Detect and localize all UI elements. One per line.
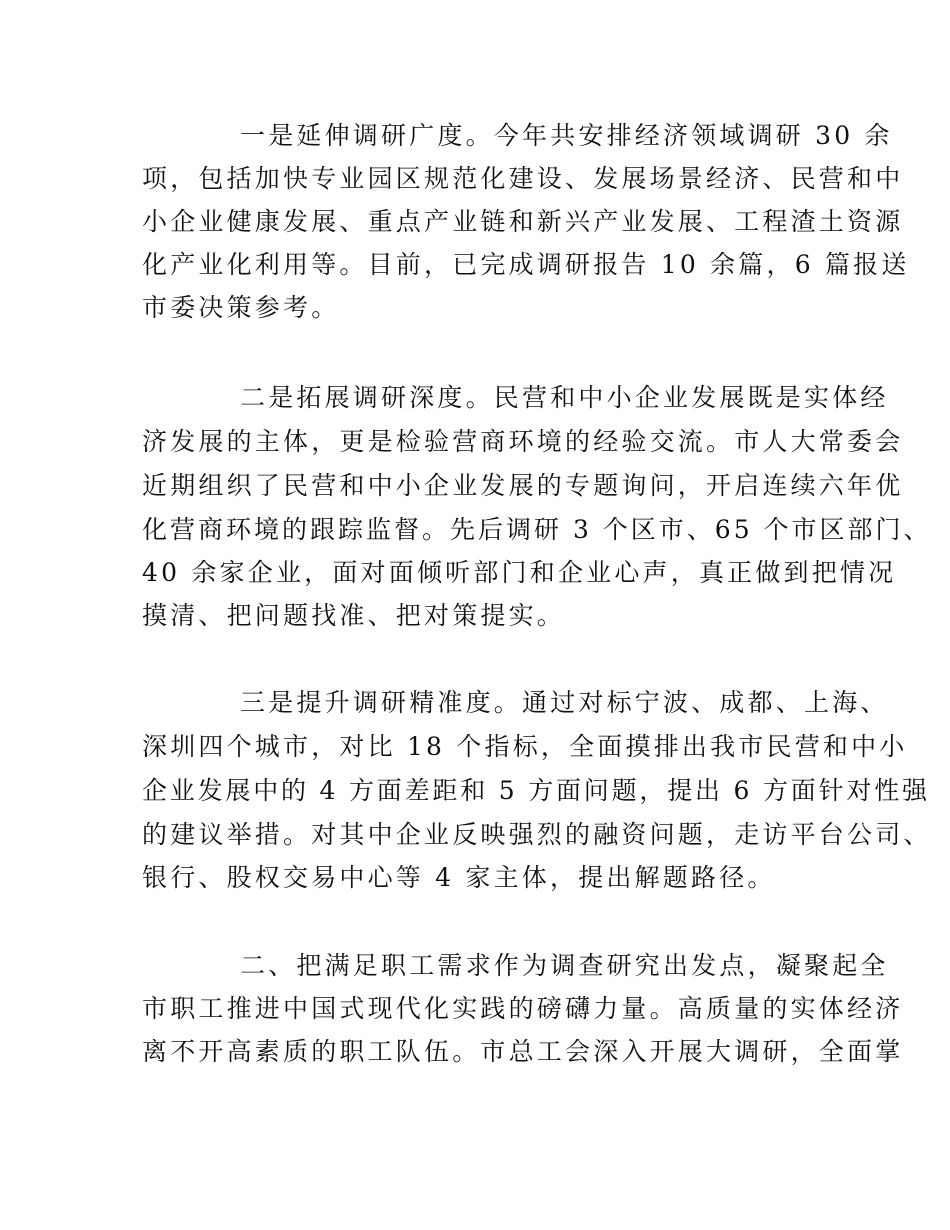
paragraph-line: 二是拓展调研深度。民营和中小企业发展既是实体经 [240,383,889,412]
paragraph-line: 济发展的主体，更是检验营商环境的经验交流。市人大常委会 [142,427,904,456]
paragraph-line: 的建议举措。对其中企业反映强烈的融资问题，走访平台公司、 [142,820,932,849]
paragraph-line: 一是延伸调研广度。今年共安排经济领域调研 30 余 [240,121,893,150]
paragraph-line: 近期组织了民营和中小企业发展的专题询问，开启连续六年优 [142,471,904,500]
paragraph-line: 项，包括加快专业园区规范化建设、发展场景经济、民营和中 [142,164,904,193]
paragraph-line: 离不开高素质的职工队伍。市总工会深入开展大调研，全面掌 [142,1037,904,1066]
paragraph-line: 企业发展中的 4 方面差距和 5 方面问题，提出 6 方面针对性强 [142,776,930,805]
paragraph-line: 市职工推进中国式现代化实践的磅礴力量。高质量的实体经济 [142,994,904,1023]
paragraph-line: 40 余家企业，面对面倾听部门和企业心声，真正做到把情况 [142,558,897,587]
paragraph-line: 二、把满足职工需求作为调查研究出发点，凝聚起全 [240,951,889,980]
paragraph-line: 化产业化利用等。目前，已完成调研报告 10 余篇，6 篇报送 [142,250,910,279]
paragraph-line: 深圳四个城市，对比 18 个指标，全面摸排出我市民营和中小 [142,732,908,761]
paragraph-line: 市委决策参考。 [142,293,340,322]
paragraph-line: 三是提升调研精准度。通过对标宁波、成都、上海、 [240,688,889,717]
paragraph-line: 银行、股权交易中心等 4 家主体，提出解题路径。 [142,863,776,892]
paragraph-line: 化营商环境的跟踪监督。先后调研 3 个区市、65 个市区部门、 [142,515,932,544]
paragraph-line: 摸清、把问题找准、把对策提实。 [142,601,566,630]
paragraph-line: 小企业健康发展、重点产业链和新兴产业发展、工程渣土资源 [142,207,904,236]
